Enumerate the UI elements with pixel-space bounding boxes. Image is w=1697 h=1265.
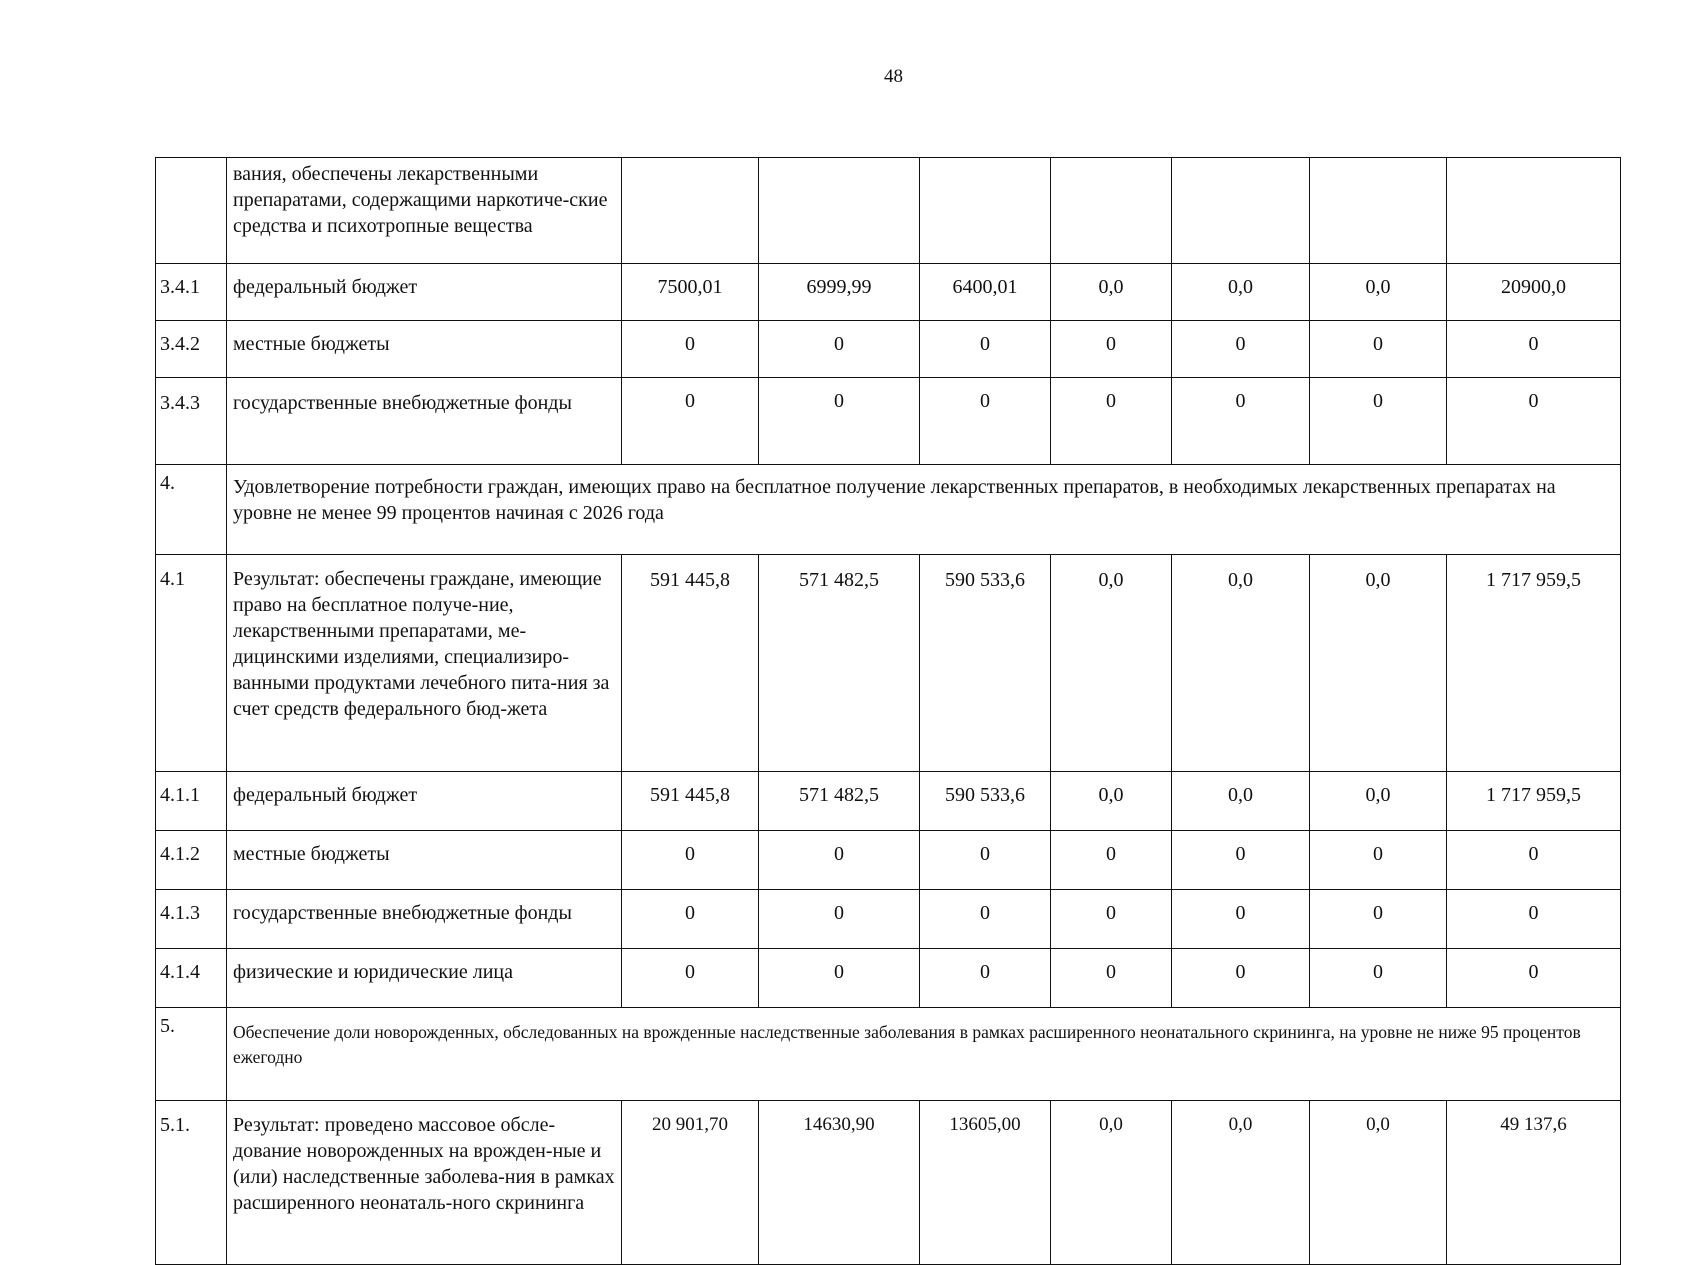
budget-table-container bbox=[155, 157, 1621, 1265]
row-number-cell bbox=[156, 158, 227, 264]
value-cell: 0 bbox=[920, 949, 1051, 1008]
value-cell: 0,0 bbox=[1172, 1101, 1310, 1265]
row-number-cell: 3.4.2 bbox=[156, 321, 227, 378]
value-cell: 0,0 bbox=[1051, 772, 1172, 831]
page-number: 48 bbox=[884, 66, 903, 87]
value-cell: 13605,00 bbox=[920, 1101, 1051, 1265]
value-cell: 0 bbox=[1172, 949, 1310, 1008]
value-cell: 0 bbox=[1172, 321, 1310, 378]
budget-table-body bbox=[156, 158, 1621, 1265]
value-cell: 0 bbox=[759, 378, 920, 465]
value-cell: 6400,01 bbox=[920, 264, 1051, 321]
value-cell bbox=[1051, 158, 1172, 264]
row-description-cell: государственные внебюджетные фонды bbox=[227, 890, 622, 949]
row-description-cell: Результат: обеспечены граждане, имеющие право на бесплатное получе-ние, лекарственными препаратами, ме-дицинскими изделиями, специализиро-ванными продуктами лечебного пита-ния за счет средств федерального бюд-жета bbox=[227, 555, 622, 772]
value-cell: 0 bbox=[1310, 890, 1447, 949]
value-cell: 0 bbox=[1447, 321, 1621, 378]
value-cell: 0 bbox=[1051, 890, 1172, 949]
value-cell: 0,0 bbox=[1172, 555, 1310, 772]
row-number-cell: 4.1.2 bbox=[156, 831, 227, 890]
value-cell: 20 901,70 bbox=[622, 1101, 759, 1265]
table-row bbox=[156, 264, 1621, 321]
value-cell: 0 bbox=[1051, 949, 1172, 1008]
value-cell: 0 bbox=[920, 378, 1051, 465]
goal-description-cell: Удовлетворение потребности граждан, имеющих право на бесплатное получение лекарственных препаратов, в необходимых лекарственных препаратах на уровне не менее 99 процентов начиная с 2026 года bbox=[227, 465, 1621, 555]
value-cell: 0 bbox=[1310, 378, 1447, 465]
table-row bbox=[156, 1008, 1621, 1101]
table-row bbox=[156, 378, 1621, 465]
value-cell: 0,0 bbox=[1172, 772, 1310, 831]
value-cell: 1 717 959,5 bbox=[1447, 555, 1621, 772]
value-cell bbox=[1447, 158, 1621, 264]
value-cell: 0,0 bbox=[1310, 264, 1447, 321]
row-description-cell: местные бюджеты bbox=[227, 831, 622, 890]
value-cell: 0 bbox=[1051, 321, 1172, 378]
value-cell: 0 bbox=[1447, 890, 1621, 949]
table-row bbox=[156, 158, 1621, 264]
value-cell: 571 482,5 bbox=[759, 772, 920, 831]
row-number-cell: 3.4.1 bbox=[156, 264, 227, 321]
value-cell: 590 533,6 bbox=[920, 555, 1051, 772]
value-cell: 0,0 bbox=[1310, 772, 1447, 831]
value-cell: 49 137,6 bbox=[1447, 1101, 1621, 1265]
row-description-cell: вания, обеспечены лекарственными препаратами, содержащими наркотиче-ские средства и психотропные вещества bbox=[227, 158, 622, 264]
value-cell: 0 bbox=[1447, 378, 1621, 465]
value-cell: 0 bbox=[920, 321, 1051, 378]
table-row bbox=[156, 1101, 1621, 1265]
value-cell: 0 bbox=[759, 949, 920, 1008]
value-cell: 0 bbox=[1310, 321, 1447, 378]
value-cell bbox=[1172, 158, 1310, 264]
row-number-cell: 5.1. bbox=[156, 1101, 227, 1265]
value-cell bbox=[759, 158, 920, 264]
row-description-cell: федеральный бюджет bbox=[227, 264, 622, 321]
value-cell: 591 445,8 bbox=[622, 555, 759, 772]
table-row bbox=[156, 321, 1621, 378]
value-cell: 0,0 bbox=[1172, 264, 1310, 321]
value-cell: 0,0 bbox=[1051, 264, 1172, 321]
value-cell: 0 bbox=[759, 321, 920, 378]
value-cell: 0 bbox=[1172, 831, 1310, 890]
budget-table bbox=[155, 157, 1621, 1265]
table-row bbox=[156, 555, 1621, 772]
goal-description-cell: Обеспечение доли новорожденных, обследованных на врожденные наследственные заболевания в рамках расширенного неонатального скрининга, на уровне не ниже 95 процентов ежегодно bbox=[227, 1008, 1621, 1101]
value-cell: 0 bbox=[622, 378, 759, 465]
value-cell: 0 bbox=[1051, 831, 1172, 890]
value-cell: 0 bbox=[1447, 831, 1621, 890]
value-cell: 0 bbox=[920, 831, 1051, 890]
value-cell: 6999,99 bbox=[759, 264, 920, 321]
value-cell: 0,0 bbox=[1310, 555, 1447, 772]
value-cell bbox=[920, 158, 1051, 264]
row-number-cell: 4.1.1 bbox=[156, 772, 227, 831]
value-cell: 0 bbox=[622, 890, 759, 949]
value-cell: 0,0 bbox=[1051, 555, 1172, 772]
value-cell: 0 bbox=[920, 890, 1051, 949]
value-cell: 0,0 bbox=[1051, 1101, 1172, 1265]
value-cell: 0 bbox=[622, 831, 759, 890]
value-cell: 0 bbox=[1310, 949, 1447, 1008]
value-cell: 0 bbox=[759, 831, 920, 890]
table-row bbox=[156, 949, 1621, 1008]
value-cell: 571 482,5 bbox=[759, 555, 920, 772]
value-cell bbox=[1310, 158, 1447, 264]
value-cell bbox=[622, 158, 759, 264]
row-number-cell: 5. bbox=[156, 1008, 227, 1101]
table-row bbox=[156, 890, 1621, 949]
row-description-cell: государственные внебюджетные фонды bbox=[227, 378, 622, 465]
row-number-cell: 3.4.3 bbox=[156, 378, 227, 465]
value-cell: 0 bbox=[622, 949, 759, 1008]
row-description-cell: федеральный бюджет bbox=[227, 772, 622, 831]
value-cell: 1 717 959,5 bbox=[1447, 772, 1621, 831]
value-cell: 0 bbox=[1310, 831, 1447, 890]
table-row bbox=[156, 465, 1621, 555]
value-cell: 0 bbox=[1051, 378, 1172, 465]
value-cell: 7500,01 bbox=[622, 264, 759, 321]
row-description-cell: физические и юридические лица bbox=[227, 949, 622, 1008]
value-cell: 14630,90 bbox=[759, 1101, 920, 1265]
row-description-cell: местные бюджеты bbox=[227, 321, 622, 378]
value-cell: 0,0 bbox=[1310, 1101, 1447, 1265]
row-number-cell: 4. bbox=[156, 465, 227, 555]
row-number-cell: 4.1 bbox=[156, 555, 227, 772]
value-cell: 0 bbox=[1172, 890, 1310, 949]
value-cell: 590 533,6 bbox=[920, 772, 1051, 831]
value-cell: 0 bbox=[759, 890, 920, 949]
row-number-cell: 4.1.4 bbox=[156, 949, 227, 1008]
value-cell: 0 bbox=[1447, 949, 1621, 1008]
value-cell: 591 445,8 bbox=[622, 772, 759, 831]
row-number-cell: 4.1.3 bbox=[156, 890, 227, 949]
value-cell: 0 bbox=[622, 321, 759, 378]
value-cell: 0 bbox=[1172, 378, 1310, 465]
value-cell: 20900,0 bbox=[1447, 264, 1621, 321]
row-description-cell: Результат: проведено массовое обсле-дование новорожденных на врожден-ные и (или) наследственные заболева-ния в рамках расширенного неонаталь-ного скрининга bbox=[227, 1101, 622, 1265]
table-row bbox=[156, 772, 1621, 831]
table-row bbox=[156, 831, 1621, 890]
